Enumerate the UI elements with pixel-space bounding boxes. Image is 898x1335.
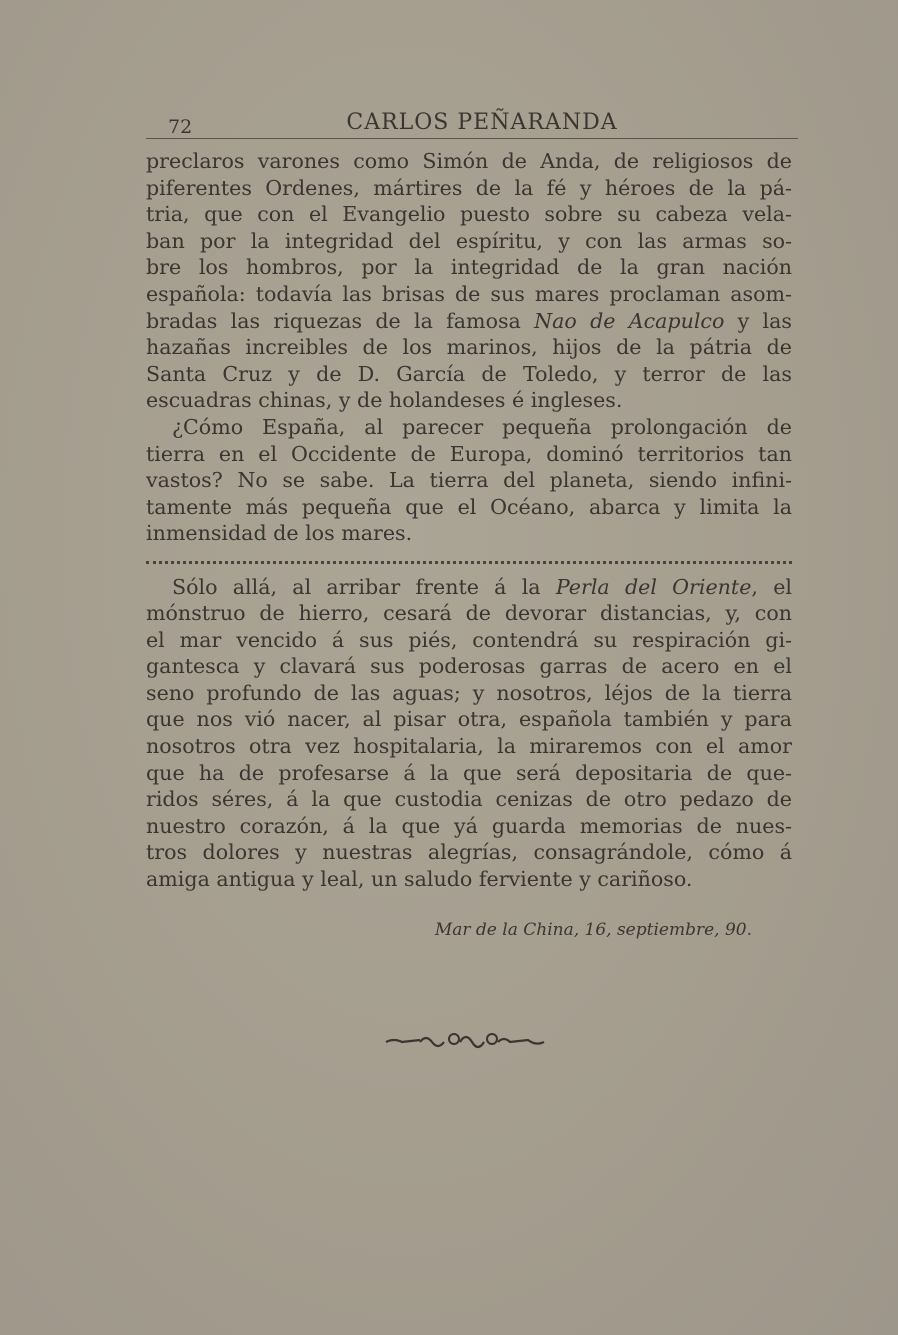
text-line: que nos vió nacer, al pisar otra, española también y para <box>146 707 792 732</box>
text-line: amiga antigua y leal, un saludo ferviente y cariñoso. <box>146 867 693 892</box>
text-line: nosotros otra vez hospitalaria, la miraremos con el amor <box>146 734 792 759</box>
text-line: piferentes Ordenes, mártires de la fé y héroes de la pá- <box>146 175 792 200</box>
text-line: inmensidad de los mares. <box>146 521 413 546</box>
text-line: seno profundo de las aguas; y nosotros, léjos de la tierra <box>146 680 792 705</box>
text-line: Santa Cruz y de D. García de Toledo, y terror de las <box>146 361 792 386</box>
text-line: ¿Cómo España, al parecer pequeña prolongación de <box>172 414 792 439</box>
ornament-icon <box>380 1020 550 1060</box>
text-run: y las <box>724 308 792 333</box>
text-line: mónstruo de hierro, cesará de devorar distancias, y, con <box>146 601 792 626</box>
text-line: nuestro corazón, á la que yá guarda memorias de nues- <box>146 813 792 838</box>
text-line: preclaros varones como Simón de Anda, de religiosos de <box>146 149 792 173</box>
text-run: Sólo allá, al arribar frente á la <box>172 574 556 599</box>
text-run: , el <box>751 574 792 599</box>
italic-place-name: Perla del Oriente <box>555 574 752 599</box>
page-number: 72 <box>168 116 193 138</box>
body-text <box>146 148 792 893</box>
text-line: ridos séres, á la que custodia cenizas de otro pedazo de <box>146 787 792 812</box>
italic-ship-name: Nao de Acapulco <box>534 308 725 333</box>
dotted-separator <box>146 547 792 574</box>
text-run: bradas las riquezas de la famosa <box>146 308 535 333</box>
text-line: escuadras chinas, y de holandeses é ingleses. <box>146 388 623 413</box>
text-line: ban por la integridad del espíritu, y con las armas so- <box>146 228 792 253</box>
text-line: tria, que con el Evangelio puesto sobre su cabeza vela- <box>146 202 792 227</box>
text-line: gantesca y clavará sus poderosas garras de acero en el <box>146 654 792 679</box>
text-line: tierra en el Occidente de Europa, dominó territorios tan <box>146 441 792 466</box>
running-title: CARLOS PEÑARANDA <box>346 110 618 135</box>
dateline: Mar de la China, 16, septiembre, 90. <box>434 920 752 940</box>
text-line: que ha de profesarse á la que será depositaria de que- <box>146 760 792 785</box>
text-line: hazañas increibles de los marinos, hijos de la pátria de <box>146 335 792 360</box>
text-line: el mar vencido á sus piés, contendrá su respiración gi- <box>146 627 792 652</box>
text-line: vastos? No se sabe. La tierra del planeta, siendo infini- <box>146 468 792 493</box>
text-line-with-italic <box>146 308 792 335</box>
text-line: española: todavía las brisas de sus mares proclaman asom- <box>146 281 792 306</box>
text-line: tros dolores y nuestras alegrías, consagrándole, cómo á <box>146 840 792 865</box>
text-line: tamente más pequeña que el Océano, abarca y limita la <box>146 494 792 519</box>
text-line-with-italic <box>146 574 792 601</box>
text-line: bre los hombros, por la integridad de la gran nación <box>146 255 792 280</box>
page-header <box>146 108 798 139</box>
